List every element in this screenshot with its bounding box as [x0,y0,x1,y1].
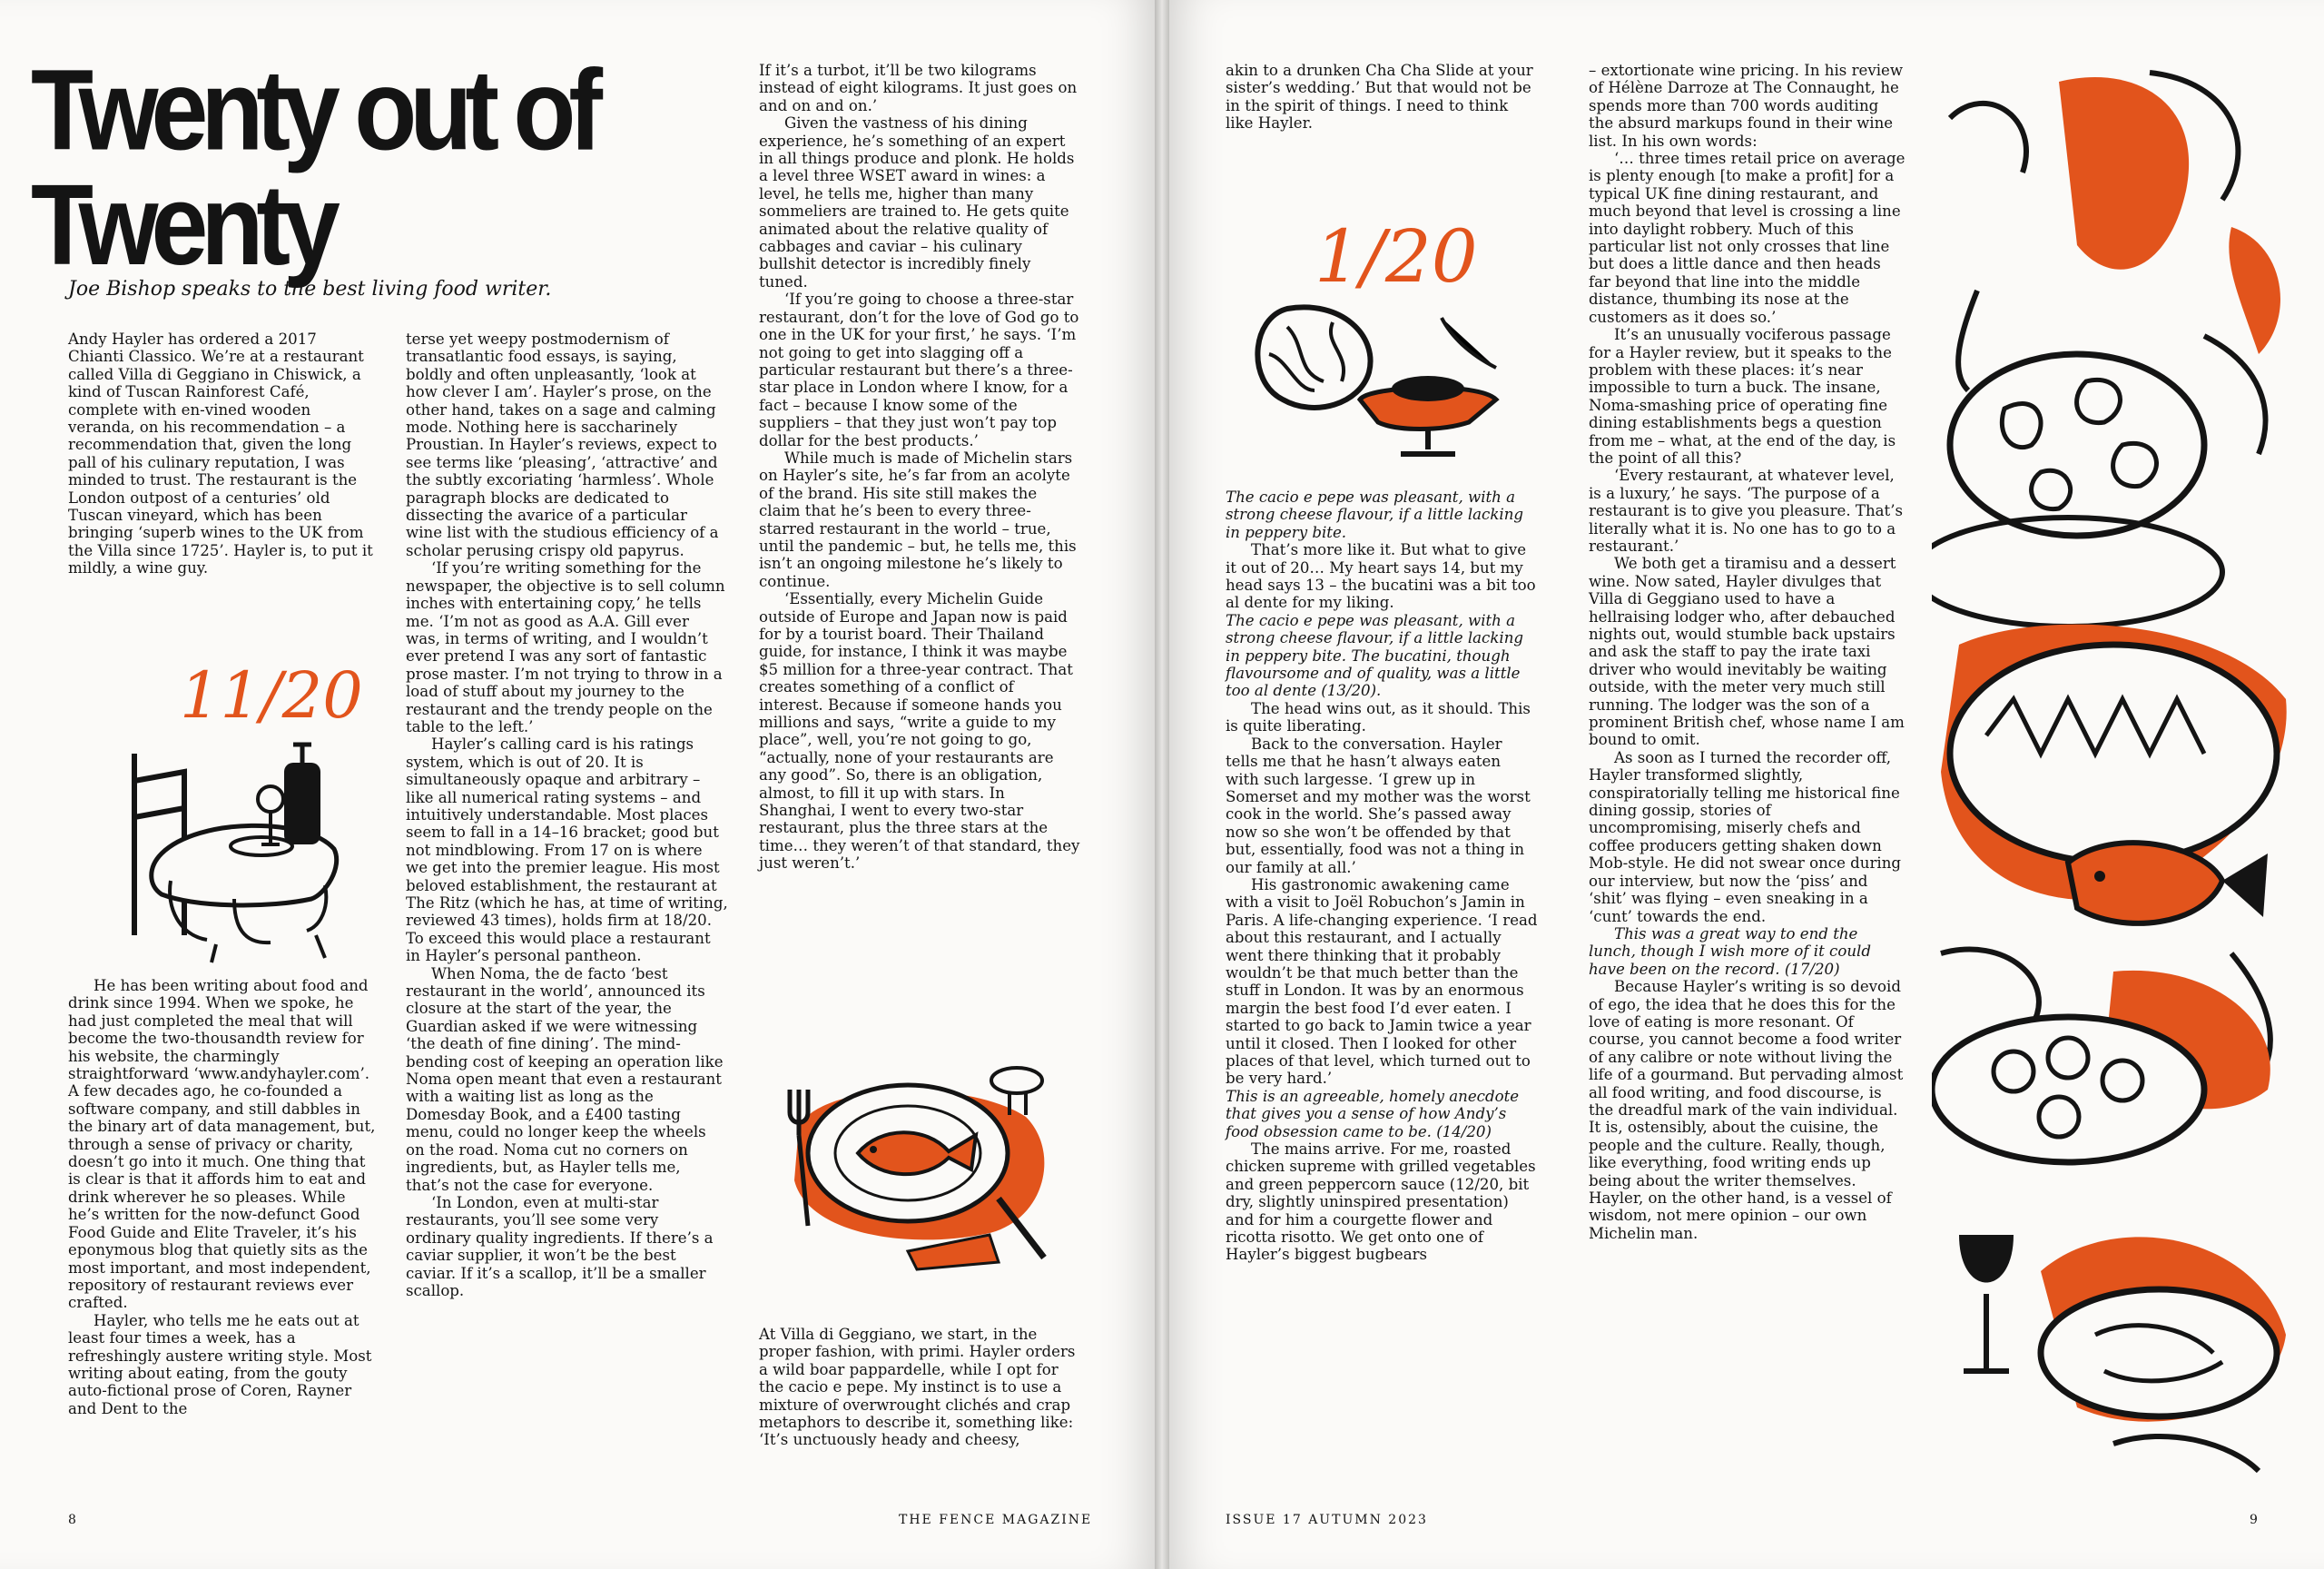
illustration-table-wine [98,636,370,981]
spine [1155,0,1169,1569]
column-4-top [1226,62,1539,133]
column-5 [1589,62,1906,1242]
paragraph: If it’s a turbot, it’ll be two kilograms instead of eight kilograms. It just goes on and on and on.’ [759,62,1078,114]
paragraph: ‘If you’re writing something for the newspaper, the objective is to sell column inches with entertaining copy,’ he tells me. ‘I’m not as good as A.A. Gill ever was, in terms of writing, and I wouldn’t ever pretend I was any sort of fantastic prose master. I’m not trying to throw in a load of stuff about my journey to the restaurant and the trendy people on the table to the left.’ [406,559,725,735]
score-caption: This is an agreeable, homely anecdote that gives you a sense of how Andy’s food obsession came to be. (14/20) [1226,1087,1520,1140]
column-2 [406,331,728,1299]
score-caption: This was a great way to end the lunch, though I wish more of it could have been on the record. (17/20) [1589,924,1871,978]
paragraph: Hayler, who tells me he eats out at least four times a week, has a refreshingly austere writing style. Most writing about eating, from the gouty auto-fictional prose of Coren, Rayner and Dent to the [68,1311,372,1417]
paragraph: Given the vastness of his dining experience, he’s something of an expert in all things produce and plonk. He holds a level three WSET award in wines: a level, he tells me, higher than many sommeliers are trained to. He gets quite animated about the relative quality of cabbages and caviar – his culinary bullshit detector is incredibly finely tuned. [759,114,1075,291]
paragraph: akin to a drunken Cha Cha Slide at your sister’s wedding.’ But that would not be in the spirit of things. I need to think like Hayler. [1226,62,1533,133]
score-1-20: 1/20 [1315,214,1478,299]
magazine-name: THE FENCE MAGAZINE [899,1513,1093,1527]
paragraph: ‘If you’re going to choose a three-star restaurant, don’t for the love of God go to one in the UK for your first,’ he says. ‘I’m not going to get into slagging off a particular restaurant but there’s a three-star place in London where I know, for a fact – because I know some of the suppliers – that they just won’t pay top dollar for the best products.’ [759,291,1079,449]
paragraph: The head wins out, as it should. This is quite liberating. [1226,699,1531,735]
paragraph: terse yet weepy postmodernism of transatlantic food essays, is saying, boldly and often unpleasantly, ‘look at how clever I am’. Hayler’s prose, on the other hand, takes on a sage and calming mode. Nothing here is saccharinely Proustian. In Hayler’s reviews, expect to see terms like ‘pleasing’, ‘attractive’ and the subtly excoriating ‘harmless’. Whole paragraph blocks are dedicated to dissecting the avarice of a particular wine list with the studious efficiency of a scholar perusing crispy old papyrus. [406,331,719,559]
paragraph: When Noma, the de facto ‘best restaurant in the world’, announced its closure at the start of the year, the Guardian asked if we were witnessing ‘the death of fine dining’. The mind-bending cost of keeping an operation like Noma open meant that even a restaurant with a waiting list as long as the Domesday Book, and a £400 tasting menu, could no longer keep the wheels on the road. Noma cut no corners on ingredients, but, as Hayler tells me, that’s not the case for everyone. [406,964,724,1194]
paragraph: Back to the conversation. Hayler tells me that he hasn’t always eaten with such largesse. ‘I grew up in Somerset and my mother was the worst cook in the world. She’s passed away now so she won’t be offended by that but, essentially, food was not a thing in our family at all.’ [1226,735,1531,876]
column-4-bottom [1226,488,1539,1264]
paragraph: Andy Hayler has ordered a 2017 Chianti Classico. We’re at a restaurant called Villa di Geggiano in Chiswick, a kind of Tuscan Rainforest Café, complete with en-vined wooden veranda, on his recommendation – a recommendation that, given the long pall of his culinary reputation, I was minded to trust. The restaurant is the London outpost of a centuries’ old Tuscan vineyard, which has been bringing ‘superb wines to the UK from the Villa since 1725’. Hayler is, to put it mildly, a wine guy. [68,331,373,577]
paragraph: – extortionate wine pricing. In his review of Hélène Darroze at The Connaught, he spends more than 700 words auditing the absurd markups found in their wine list. In his own words: [1589,62,1904,150]
column-1-bottom [68,977,377,1417]
paragraph: ‘In London, even at multi-star restaurants, you’ll see some very ordinary quality ingredients. If there’s a caviar supplier, it won’t be the best caviar. If it’s a scallop, it’ll be a smaller scallop. [406,1193,714,1299]
paragraph: His gastronomic awakening came with a visit to Joël Robuchon’s Jamin in Paris. A life-changing experience. ‘I read about this restaurant, and I actually went there thinking that it probably wouldn’t be that much better than the stuff in London. It was by an enormous margin the best food I’d ever eaten. I started to go back to Jamin twice a year until it closed. Then I looked for other places of that level, which turned out to be very hard.’ [1226,875,1538,1088]
illustration-lettuce-caviar [1233,173,1541,472]
standfirst: Joe Bishop speaks to the best living food writer. [68,278,552,301]
paragraph: It’s an unusually vociferous passage for a Hayler review, but it speaks to the problem with these places: it’s near impossible to turn a buck. The insane, Noma-smashing price of operating fine dining establishments begs a question from me – what, at the end of the day, is the point of all this? [1589,326,1896,467]
paragraph: While much is made of Michelin stars on Hayler’s site, he’s far from an acolyte of the brand. His site still makes the claim that he’s been to every three-starred restaurant in the world – true, until the pandemic – but, he tells me, this isn’t an ongoing milestone he’s likely to continue. [759,449,1077,590]
quote: ‘… three times retail price on average is plenty enough [to make a profit] for a typical UK fine dining restaurant, and much beyond that level is crossing a line into daylight robbery. Much of this particular list not only crosses that line but does a little dance and then heads far beyond that line into the middle distance, thumbing its nose at the customers as it does so.’ [1589,150,1905,326]
paragraph: ‘Essentially, every Michelin Guide outside of Europe and Japan now is paid for by a tourist board. Their Thailand guide, for instance, I think it was maybe $5 million for a three-year contract. That creates something of a conflict of interest. Because if someone hands you millions and says, “write a guide to my place”, well, you’re not going to go, “actually, none of your restaurants are any good”. So, there is an obligation, almost, to fill it up with stars. In Shanghai, I went to every two-star restaurant, plus the three stars at the time… they weren’t of that standard, they just weren’t.’ [759,590,1080,873]
page-number-left: 8 [68,1513,78,1527]
page-number-right: 9 [2250,1513,2260,1527]
paragraph: Because Hayler’s writing is so devoid of ego, the idea that he does this for the love of eating is more resonant. Of course, you cannot become a food writer of any calibre or note without living the life of a gourmand. But pervading almost all food writing, and food discourse, is the dreadful mark of the vain individual. It is, ostensibly, about the cuisine, the people and the culture. Really, though, like everything, food writing ends up being about the writer themselves. Hayler, on the other hand, is a vessel of wisdom, not mere opinion – our own Michelin man. [1589,978,1904,1242]
article-title: Twenty out of Twenty [31,45,596,289]
paragraph: He has been writing about food and drink since 1994. When we spoke, he had just completed the meal that will become the two-thousandth review for his website, the charmingly straightforward ‘www.andyhayler.com’. A few decades ago, he co-founded a software company, and still dabbles in the binary art of data management, but, through a sense of privacy or charity, doesn’t go into it much. One thing that is clear is that it affords him to eat and drink wherever he so pleases. While he’s written for the now-defunct Good Food Guide and Elite Traveler, it’s his eponymous blog that quietly sits as the most important, and most independent, repository of restaurant reviews ever crafted. [68,977,376,1312]
illustration-fish-plate [772,1053,1071,1271]
paragraph: As soon as I turned the recorder off, Hayler transformed slightly, conspiratorially telling me historical fine dining gossip, stories of uncompromising, miserly chefs and coffee producers getting shaken down Mob-style. He did not swear once during our interview, but now the ‘piss’ and ‘shit’ was flying – even sneaking in a ‘cunt’ towards the end. [1589,748,1902,925]
score-11-20: 11/20 [180,658,363,733]
paragraph: Hayler’s calling card is his ratings system, which is out of 20. It is simultaneously opaque and arbitrary – like all numerical rating systems – and intuitively understandable. Most places seem to fall in a 14–16 bracket; good but not mindblowing. From 17 on is where we get into the premier league. His most beloved establishment, the restaurant at The Ritz (which he has, at time of writing, reviewed 43 times), holds firm at 18/20. To exceed this would place a restaurant in Hayler’s personal pantheon. [406,735,728,965]
paragraph: The mains arrive. For me, roasted chicken supreme with grilled vegetables and green peppercorn sauce (12/20, bit dry, slightly uninspired presentation) and for him a courgette flower and ricotta risotto. We get onto one of Hayler’s biggest bugbears [1226,1140,1536,1264]
column-3-bottom [759,1326,1081,1449]
paragraph: That’s more like it. But what to give it out of 20… My heart says 14, but my head says 13 – the bucatini was a bit too al dente for my liking. [1226,541,1536,612]
score-caption: The cacio e pepe was pleasant, with a strong cheese flavour, if a little lacking in peppery bite. The bucatini, though flavoursome and of quality, was a little too al dente (13/20). [1226,611,1524,700]
paragraph: We both get a tiramisu and a dessert wine. Now sated, Hayler divulges that Villa di Geggiano used to have a hellraising lodger who, after debauched nights out, would stumble back upstairs and ask the staff to pay the irate taxi driver who would inevitably be waiting outside, with the meter very much still running. The lodger was the son of a prominent British chef, whose name I am bound to omit. [1589,555,1905,749]
column-3-top [759,62,1081,873]
left-page [0,0,1155,1569]
illustration-food-strip [1932,64,2295,1475]
column-1-top [68,331,377,577]
score-caption: The cacio e pepe was pleasant, with a strong cheese flavour, if a little lacking in peppery bite. [1226,488,1524,541]
right-page [1169,0,2324,1569]
paragraph: At Villa di Geggiano, we start, in the proper fashion, with primi. Hayler orders a wild boar pappardelle, while I opt for the cacio e pepe. My instinct is to use a mixture of overwrought clichés and crap metaphors to describe it, something like: ‘It’s unctuously heady and cheesy, [759,1326,1076,1449]
issue-date: ISSUE 17 AUTUMN 2023 [1226,1513,1428,1527]
paragraph: ‘Every restaurant, at whatever level, is a luxury,’ he says. ‘The purpose of a restaurant is to give you pleasure. That’s literally what it is. No one has to go to a restaurant.’ [1589,467,1903,555]
